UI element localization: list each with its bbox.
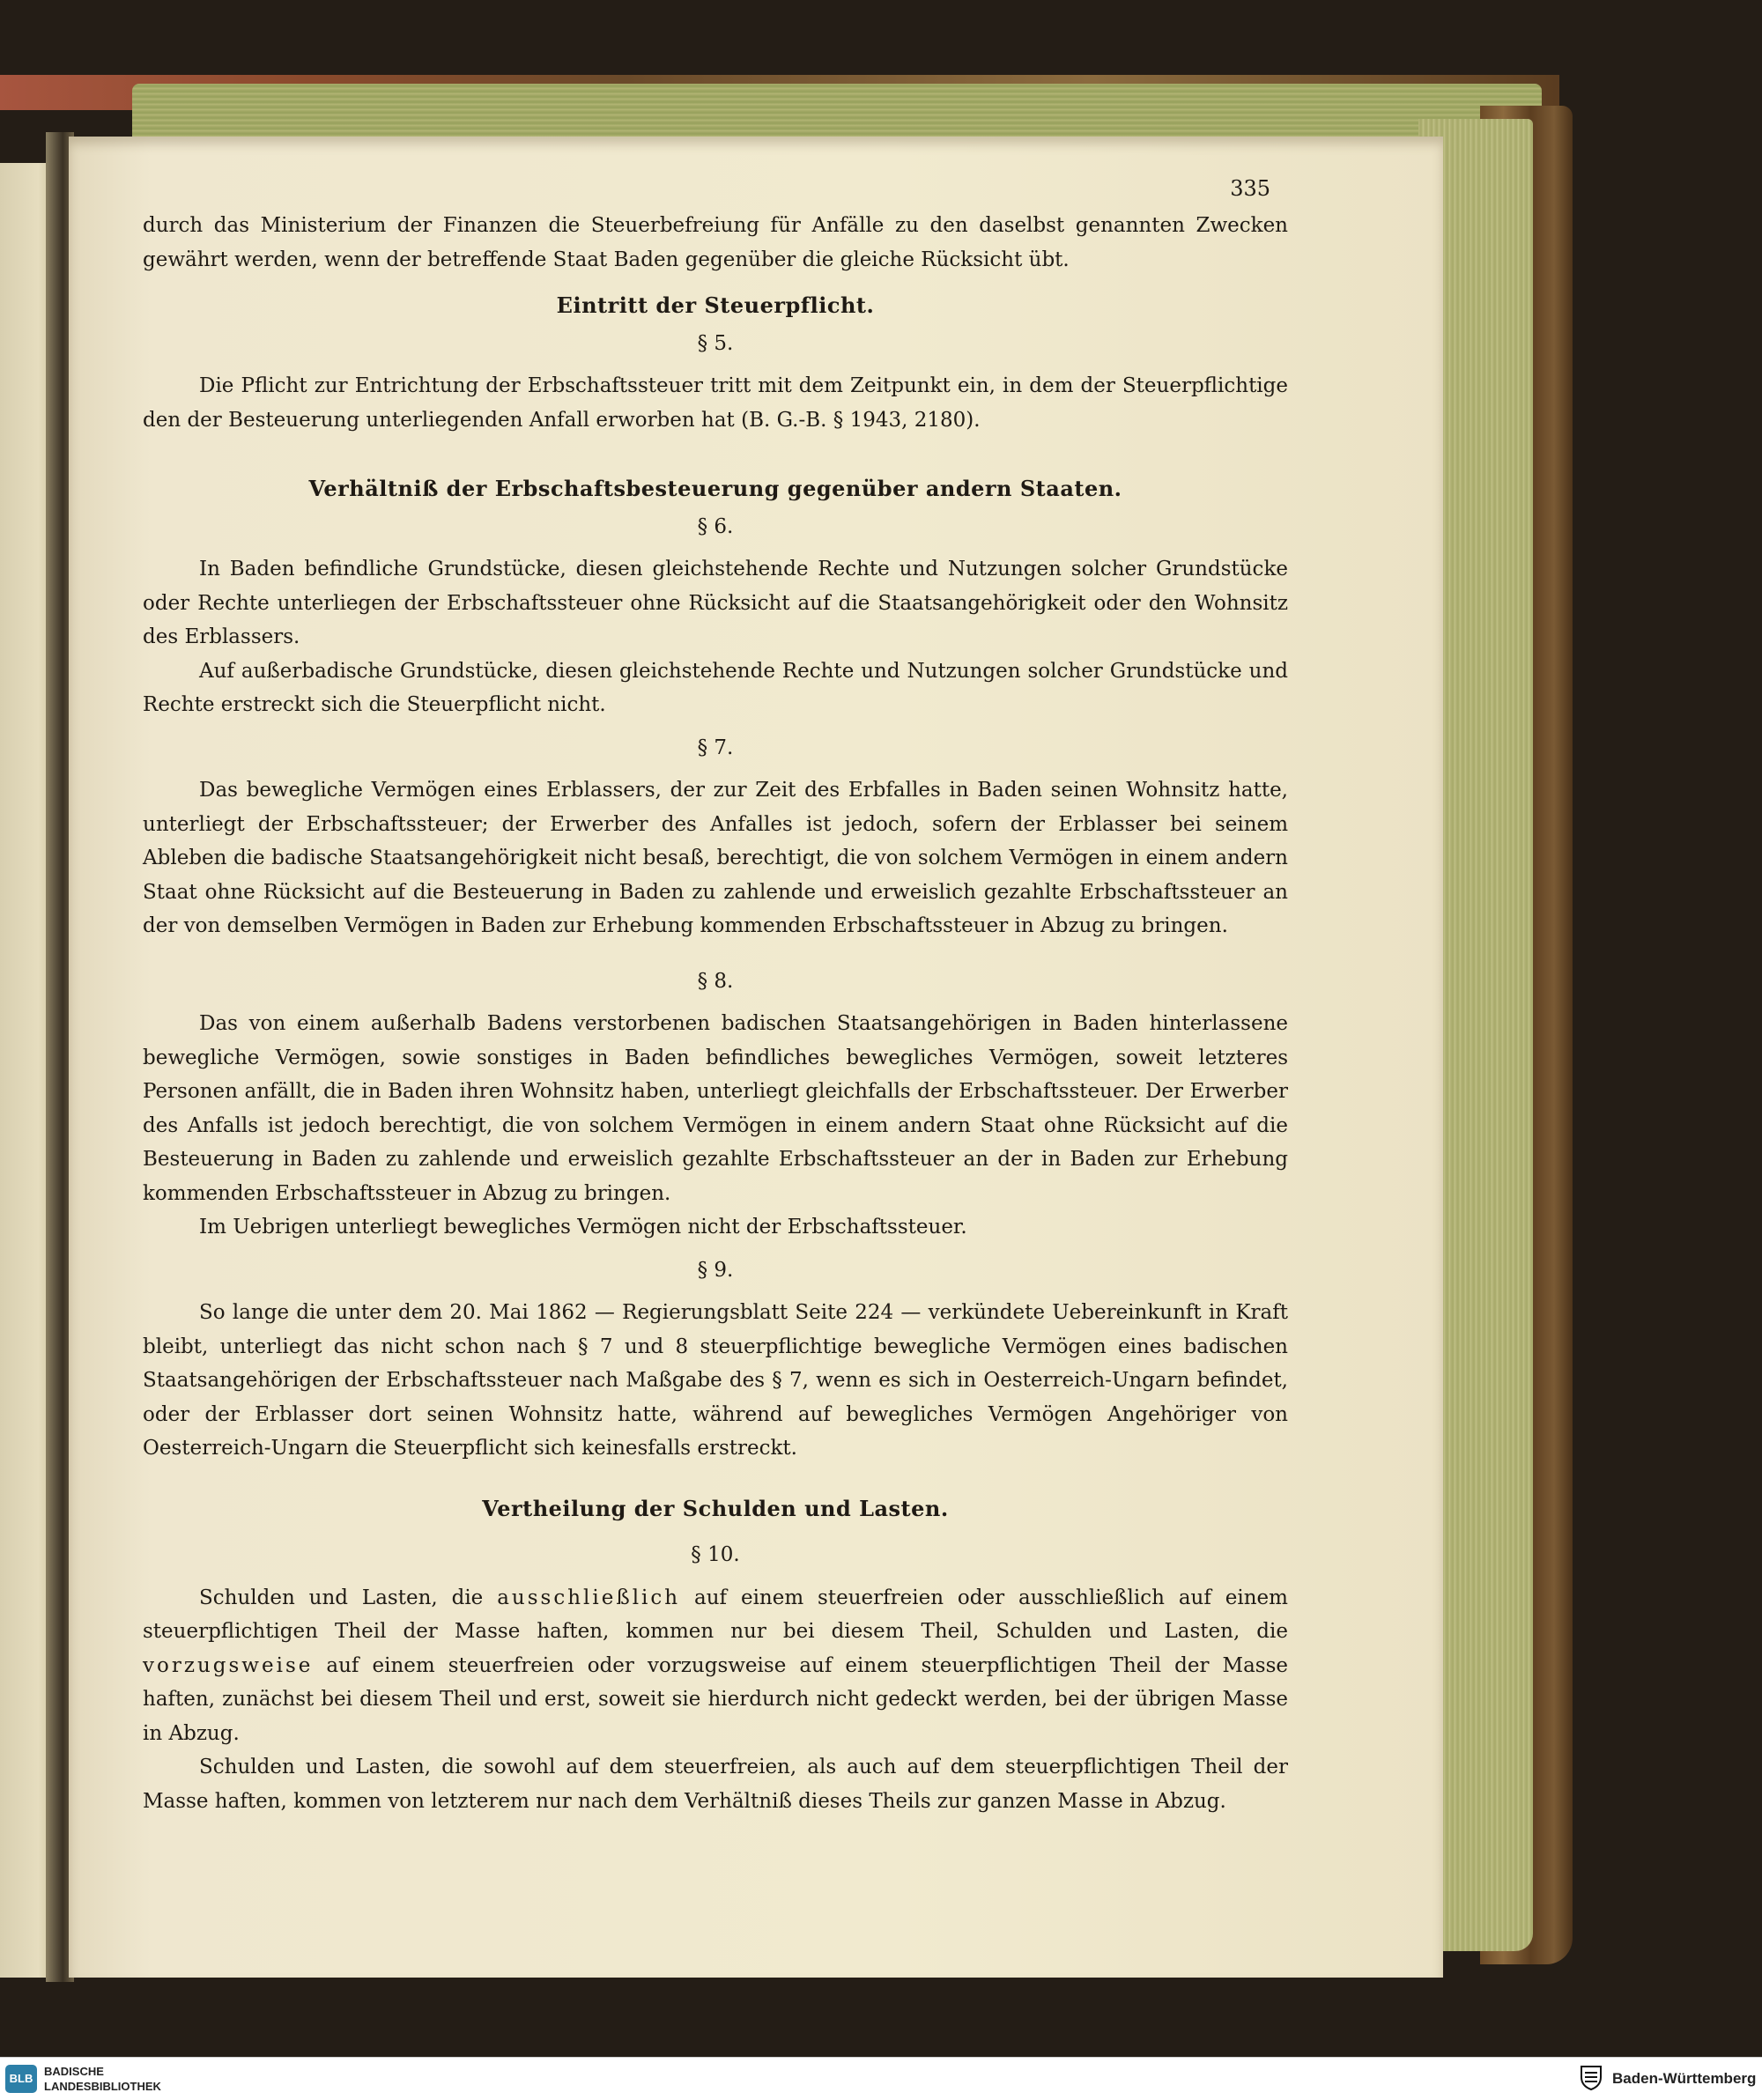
section-7-text: Das bewegliche Vermögen eines Erblassers, der zur Zeit des Erbfalles in Baden seinen Wohnsitz hatte, unterliegt der Erbschaftssteuer; der Erwerber des Anfalles ist jedoch, sofern der Erblasser bei seinem Ableben die badische Staatsangehörigkeit nicht besaß, berechtigt, die von solchem Vermögen in einem andern Staat ohne Rücksicht auf die Besteuerung in Baden zu zahlende und erweislich gezahlte Erbschaftssteuer an der von demselben Vermögen in Baden zur Erhebung kommenden Erbschaftssteuer in Abzug zu bringen. [143,779,1288,937]
section-9-text: So lange die unter dem 20. Mai 1862 — Regierungsblatt Seite 224 — verkündete Uebereinkunft in Kraft bleibt, unterliegt das nicht schon nach § 7 und 8 steuerpflichtige bewegliche Vermögen eines badischen Staatsangehörigen der Erbschaftssteuer nach Maßgabe des § 7, wenn es sich in Oesterreich-Ungarn befindet, oder der Erblasser dort seinen Wohnsitz hatte, während auf bewegliches Vermögen Angehöriger von Oesterreich-Ungarn die Steuerpflicht sich keinesfalls erstreckt. [143,1301,1288,1460]
text-column [143,172,1288,1818]
intro-paragraph: durch das Ministerium der Finanzen die Steuerbefreiung für Anfälle zu den daselbst genannten Zwecken gewährt werden, wenn der betreffende Staat Baden gegenüber die gleiche Rücksicht übt. [143,214,1288,271]
section-8-mark: § 8. [697,969,734,993]
section-8-text-2: Im Uebrigen unterliegt bewegliches Vermögen nicht der Erbschaftssteuer. [199,1216,967,1239]
s10-emphasis-ausschliesslich: ausschließlich [497,1586,681,1609]
s10-part-c: auf einem steuerfreien oder vorzugsweise auf einem steuerpflichtigen Theil der Masse haften, zunächst bei diesem Theil und erst, soweit sie hierdurch nicht gedeckt werden, bei der übrigen Masse in Abzug. [143,1653,1288,1745]
section-9-mark: § 9. [697,1258,734,1282]
heading-verhaeltniss: Verhältniß der Erbschaftsbesteuerung gegenüber andern Staaten. [308,476,1122,501]
s10-part-a: Schulden und Lasten, die [199,1586,498,1609]
page-number: 335 [1230,176,1270,201]
section-10-text-1 [143,1581,1288,1751]
page-edges-top [132,84,1542,138]
blb-logo[interactable]: BLB [5,2065,37,2093]
s10-part-b: auf einem steuerfreien oder ausschließlich auf einem steuerpflichtigen Theil der Masse haften, kommen nur bei diesem Theil, Schulden und Lasten, die [143,1586,1288,1643]
section-6-mark: § 6. [697,514,734,538]
section-5-text: Die Pflicht zur Entrichtung der Erbschaftssteuer tritt mit dem Zeitpunkt ein, in dem der Steuerpflichtige den der Besteuerung unterliegenden Anfall erworben hat (B. G.-B. § 1943, 2180). [143,374,1288,432]
section-7-mark: § 7. [697,736,734,759]
library-name-line-2: LANDESBIBLIOTHEK [44,2080,161,2093]
section-8-text-1: Das von einem außerhalb Badens verstorbenen badischen Staatsangehörigen in Baden hinterlassene bewegliche Vermögen, sowie sonstiges in Baden befindliches bewegliches Vermögen, soweit letzteres Personen anfällt, die in Baden ihren Wohnsitz haben, unterliegt gleichfalls der Erbschaftssteuer. Der Erwerber des Anfalls ist jedoch berechtigt, die von solchem Vermögen in einem andern Staat ohne Rücksicht auf die Besteuerung in Baden zu zahlende und erweislich gezahlte Erbschaftssteuer an der in Baden zur Erhebung kommenden Erbschaftssteuer in Abzug zu bringen. [143,1012,1288,1205]
s10-emphasis-vorzugsweise: vorzugsweise [143,1653,314,1677]
footer-bar [0,2057,1762,2100]
section-6-text-2: Auf außerbadische Grundstücke, diesen gleichstehende Rechte und Nutzungen solcher Grundstücke und Rechte erstreckt sich die Steuerpflicht nicht. [143,659,1288,716]
section-10-mark: § 10. [691,1543,740,1566]
library-name[interactable] [44,2064,161,2094]
section-5-mark: § 5. [697,331,734,355]
state-name[interactable]: Baden-Württemberg [1612,2070,1757,2087]
section-6-text-1: In Baden befindliche Grundstücke, diesen gleichstehende Rechte und Nutzungen solcher Grundstücke oder Rechte unterliegen der Erbschaftssteuer ohne Rücksicht auf die Staatsangehörigkeit oder den Wohnsitz des Erblassers. [143,558,1288,648]
book-page [69,137,1443,1978]
heading-eintritt: Eintritt der Steuerpflicht. [556,292,875,318]
section-10-text-2: Schulden und Lasten, die sowohl auf dem steuerfreien, als auch auf dem steuerpflichtigen Theil der Masse haften, kommen von letzterem nur nach dem Verhältniß dieses Theils zur ganzen Masse in Abzug. [143,1756,1288,1813]
coat-of-arms-icon [1579,2065,1603,2093]
library-name-line-1: BADISCHE [44,2065,104,2078]
heading-vertheilung: Vertheilung der Schulden und Lasten. [482,1495,949,1521]
